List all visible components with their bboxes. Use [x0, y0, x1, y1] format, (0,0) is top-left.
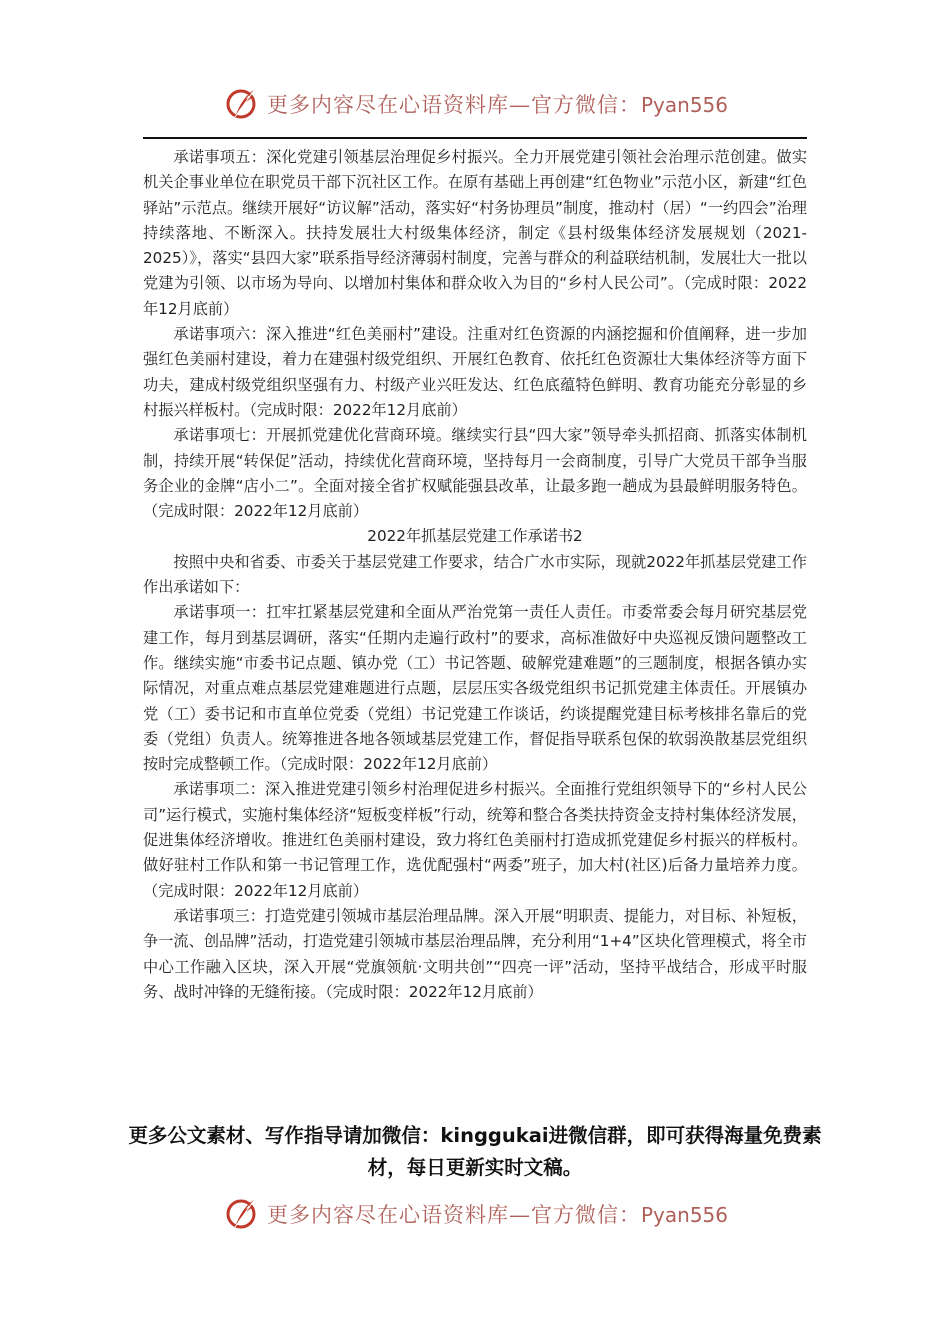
paragraph-commitment-1: 承诺事项一：扛牢扛紧基层党建和全面从严治党第一责任人责任。市委常委会每月研究基层党建工作，每月到基层调研，落实“任期内走遍行政村”的要求，高标准做好中央巡视反馈问题整改工作。继续实施“市委书记点题、镇办党（工）书记答题、破解党建难题”的三题制度，根据各镇办实际情况，对重点难点基层党建难题进行点题，层层压实各级党组织书记抓党建主体责任。开展镇办党（工）委书记和市直单位党委（党组）书记党建工作谈话，约谈提醒党建目标考核排名靠后的党委（党组）负责人。统筹推进各地各领域基层党建工作，督促指导联系包保的软弱涣散基层党组织按时完成整顿工作。（完成时限：2022年12月底前） — [143, 603, 807, 774]
feather-pen-logo-icon — [225, 86, 261, 122]
paragraph-commitment-5: 承诺事项五：深化党建引领基层治理促乡村振兴。全力开展党建引领社会治理示范创建。做实机关企事业单位在职党员干部下沉社区工作。在原有基础上再创建“红色物业”示范小区，新建“红色驿站”示范点。继续开展好“访议解”活动，落实好“村务协理员”制度，推动村（居）“一约四会”治理持续落地、不断深入。扶持发展壮大村级集体经济，制定《县村级集体经济发展规划（2021-2025）》，落实“县四大家”联系指导经济薄弱村制度，完善与群众的利益联结机制，发展壮大一批以党建为引领、以市场为导向、以增加村集体和群众收入为目的“乡村人民公司”。（完成时限：2022年12月底前） — [143, 148, 807, 318]
footer-banner — [225, 1194, 729, 1234]
paragraph-commitment-2: 承诺事项二：深入推进党建引领乡村治理促进乡村振兴。全面推行党组织领导下的“乡村人民公司”运行模式，实施村集体经济“短板变样板”行动，统筹和整合各类扶持资金支持村集体经济发展，促进集体经济增收。推进红色美丽村建设，致力将红色美丽村打造成抓党建促乡村振兴的样板村。做好驻村工作队和第一书记管理工作，选优配强村“两委”班子，加大村(社区)后备力量培养力度。（完成时限：2022年12月底前） — [143, 780, 807, 900]
feather-pen-logo-icon — [225, 1196, 261, 1232]
header-divider — [143, 137, 807, 139]
section-title: 2022年抓基层党建工作承诺书2 — [367, 527, 583, 546]
banner-text: 更多内容尽在心语资料库—官方微信：Pyan556 — [267, 1203, 729, 1227]
banner-text: 更多内容尽在心语资料库—官方微信：Pyan556 — [267, 93, 729, 117]
document-body — [143, 145, 807, 1005]
paragraph-intro: 按照中央和省委、市委关于基层党建工作要求，结合广水市实际，现就2022年抓基层党建工作作出承诺如下： — [143, 552, 807, 597]
paragraph-commitment-6: 承诺事项六：深入推进“红色美丽村”建设。注重对红色资源的内涵挖掘和价值阐释，进一步加强红色美丽村建设，着力在建强村级党组织、开展红色教育、依托红色资源壮大集体经济等方面下功夫，建成村级党组织坚强有力、村级产业兴旺发达、红色底蕴特色鲜明、教育功能充分彰显的乡村振兴样板村。（完成时限：2022年12月底前） — [143, 325, 807, 419]
header-banner — [225, 84, 729, 124]
footer-note: 更多公文素材、写作指导请加微信：kinggukai进微信群，即可获得海量免费素材，每日更新实时文稿。 — [128, 1124, 822, 1179]
paragraph-commitment-3: 承诺事项三：打造党建引领城市基层治理品牌。深入开展“明职责、提能力，对目标、补短板，争一流、创品牌”活动，打造党建引领城市基层治理品牌，充分利用“1+4”区块化管理模式，将全市中心工作融入区块，深入开展“党旗领航·文明共创”“四亮一评”活动，坚持平战结合，形成平时服务、战时冲锋的无缝衔接。（完成时限：2022年12月底前） — [143, 906, 807, 1001]
paragraph-commitment-7: 承诺事项七：开展抓党建优化营商环境。继续实行县“四大家”领导牵头抓招商、抓落实体制机制，持续开展“转保促”活动，持续优化营商环境，坚持每月一会商制度，引导广大党员干部争当服务企业的金牌“店小二”。全面对接全省扩权赋能强县改革，让最多跑一趟成为县最鲜明服务特色。（完成时限：2022年12月底前） — [143, 426, 807, 521]
